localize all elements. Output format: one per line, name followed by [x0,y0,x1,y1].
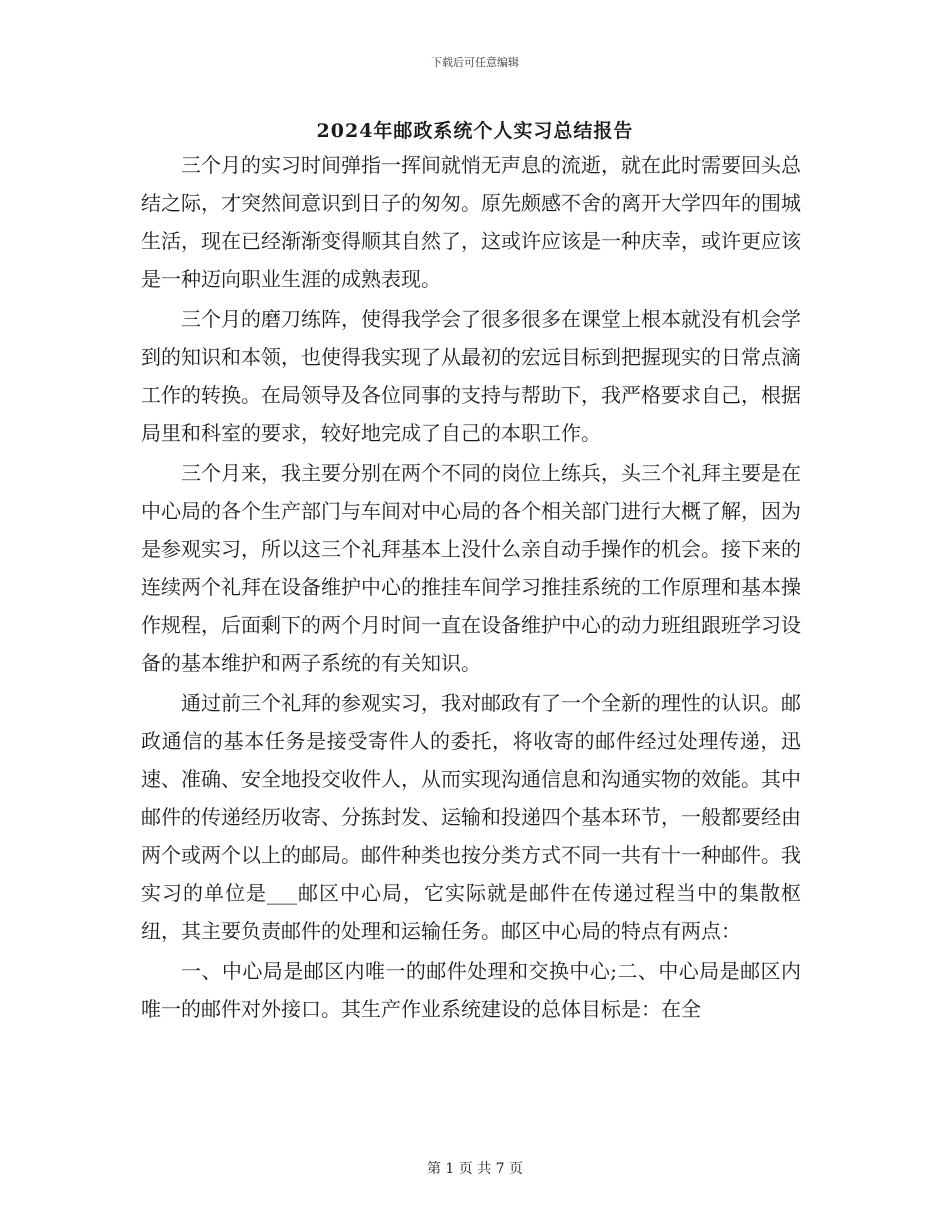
document-title: 2024年邮政系统个人实习总结报告 [316,120,634,142]
paragraph: 三个月来，我主要分别在两个不同的岗位上练兵，头三个礼拜主要是在中心局的各个生产部门与车间对中心局的各个相关部门进行大概了解，因为是参观实习，所以这三个礼拜基本上没什么亲自动手操作的机会。接下来的连续两个礼拜在设备维护中心的推挂车间学习推挂系统的工作原理和基本操作规程，后面剩下的两个月时间一直在设备维护中心的动力班组跟班学习设备的基本维护和两子系统的有关知识。 [141,461,801,675]
page-number: 第 1 页 共 7 页 [426,1161,524,1177]
paragraph: 一、中心局是邮区内唯一的邮件处理和交换中心;二、中心局是邮区内唯一的邮件对外接口。其生产作业系统建设的总体目标是：在全 [141,959,801,1021]
paragraph: 通过前三个礼拜的参观实习，我对邮政有了一个全新的理性的认识。邮政通信的基本任务是接受寄件人的委托，将收寄的邮件经过处理传递，迅速、准确、安全地投交收件人，从而实现沟通信息和沟通实物的效能。其中邮件的传递经历收寄、分拣封发、运输和投递四个基本环节，一般都要经由两个或两个以上的邮局。邮件种类也按分类方式不同一共有十一种邮件。我实习的单位是___邮区中心局，它实际就是邮件在传递过程当中的集散枢纽，其主要负责邮件的处理和运输任务。邮区中心局的特点有两点： [141,691,801,943]
header-note: 下载后可任意编辑 [431,56,519,69]
paragraph: 三个月的磨刀练阵，使得我学会了很多很多在课堂上根本就没有机会学到的知识和本领，也使得我实现了从最初的宏远目标到把握现实的日常点滴工作的转换。在局领导及各位同事的支持与帮助下，我严格要求自己，根据局里和科室的要求，较好地完成了自己的本职工作。 [141,307,801,445]
paragraph: 三个月的实习时间弹指一挥间就悄无声息的流逝，就在此时需要回头总结之际，才突然间意识到日子的匆匆。原先颇感不舍的离开大学四年的围城生活，现在已经渐渐变得顺其自然了，这或许应该是一种庆幸，或许更应该是一种迈向职业生涯的成熟表现。 [141,153,801,291]
document-body [141,146,801,1030]
